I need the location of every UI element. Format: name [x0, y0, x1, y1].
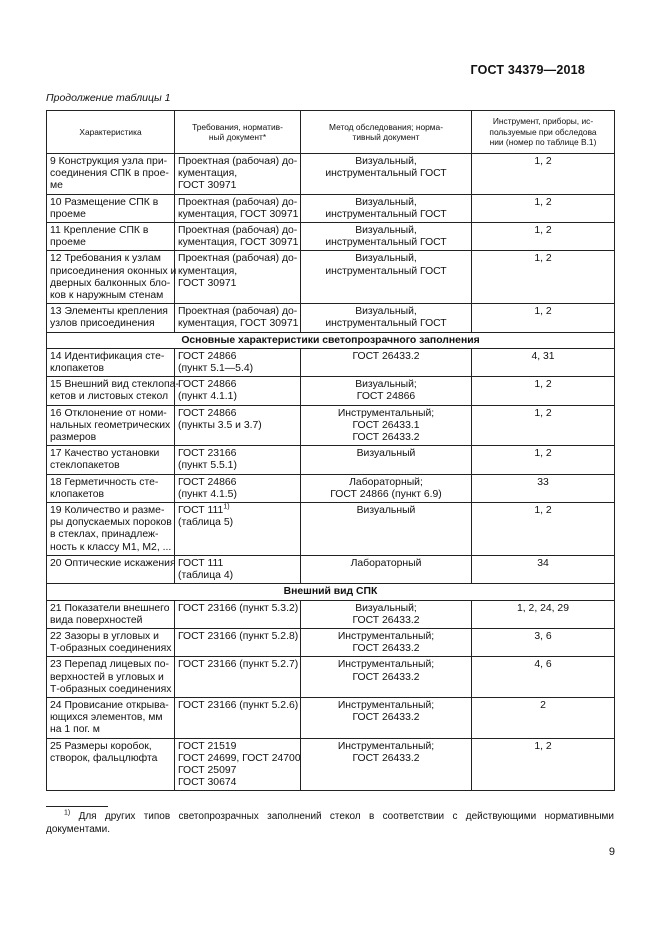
table-row [47, 697, 615, 738]
column-header-4 [472, 111, 615, 154]
requirement-line: ГОСТ 24866 [178, 407, 237, 419]
characteristic-cell [47, 503, 175, 556]
table-row [47, 474, 615, 502]
table-row [47, 405, 615, 446]
characteristic-line: проеме [50, 208, 86, 220]
method-line: ГОСТ 26433.2 [352, 752, 420, 764]
method-cell [301, 154, 472, 195]
requirement-line: Проектная (рабочая) до- [178, 196, 298, 208]
characteristic-cell [47, 348, 175, 376]
table-row [47, 446, 615, 474]
characteristic-line: кетов и листовых стекол [50, 391, 169, 403]
characteristic-cell [47, 628, 175, 656]
tools-cell: 1, 2 [472, 251, 615, 304]
method-line: инструментальный ГОСТ [325, 208, 447, 220]
tools-cell: 1, 2 [472, 503, 615, 556]
requirement-line: ГОСТ 30674 [178, 777, 237, 789]
column-header-line: ный документ* [208, 132, 267, 142]
characteristic-line: 22 Зазоры в угловых и [50, 630, 159, 642]
method-line: Инструментальный; [337, 407, 435, 419]
column-header-line: Метод обследования; норма- [329, 121, 443, 132]
requirement-cell [175, 555, 301, 583]
characteristic-line: 12 Требования к узлам [50, 253, 161, 265]
characteristic-cell [47, 600, 175, 628]
section-row [47, 332, 615, 348]
characteristic-cell [47, 738, 175, 791]
characteristic-line: 19 Количество и разме- [50, 505, 165, 517]
characteristic-line: 25 Размеры коробок, [50, 740, 152, 752]
characteristic-line: размеров [50, 432, 97, 444]
method-cell [301, 628, 472, 656]
requirement-line: ГОСТ 25097 [178, 764, 237, 776]
table-row [47, 251, 615, 304]
table-row [47, 223, 615, 251]
requirement-line: ГОСТ 24866 [178, 350, 237, 362]
tools-cell: 1, 2 [472, 738, 615, 791]
footnote [46, 811, 614, 836]
tools-cell: 1, 2 [472, 304, 615, 332]
characteristic-cell [47, 304, 175, 332]
characteristic-line: в стеклах, принадлеж- [50, 529, 159, 541]
tools-cell: 1, 2, 24, 29 [472, 600, 615, 628]
characteristic-line: створок, фальцлюфта [50, 752, 158, 764]
requirement-line: ГОСТ 23166 (пункт 5.2.7) [178, 659, 299, 671]
table-row [47, 503, 615, 556]
table-row [47, 657, 615, 698]
requirement-line: ГОСТ 24699, ГОСТ 24700 [178, 752, 301, 764]
method-line: ГОСТ 26433.1 [352, 419, 420, 431]
requirement-line [178, 505, 297, 517]
method-cell [301, 446, 472, 474]
requirement-line: ГОСТ 23166 [178, 448, 237, 460]
characteristic-line: клопакетов [50, 488, 105, 500]
method-cell [301, 657, 472, 698]
table-row [47, 154, 615, 195]
requirement-line: кументация, [178, 265, 238, 277]
method-line: Визуальный, [355, 156, 417, 167]
footnote-text: Для других типов светопрозрачных заполнений стекол в соответствии с действующими нормативными документами. [46, 811, 615, 835]
requirement-cell [175, 405, 301, 446]
method-cell [301, 405, 472, 446]
characteristic-cell [47, 194, 175, 222]
method-line: Визуальный, [355, 253, 417, 265]
method-cell [301, 194, 472, 222]
method-line: ГОСТ 26433.2 [352, 643, 420, 655]
requirement-cell [175, 600, 301, 628]
requirement-line: ГОСТ 24866 [178, 476, 237, 488]
requirement-cell [175, 628, 301, 656]
column-header-line: Инструмент, приборы, ис- [492, 116, 594, 127]
method-cell [301, 555, 472, 583]
method-line: ГОСТ 26433.2 [352, 671, 420, 683]
method-line: инструментальный ГОСТ [325, 318, 447, 330]
requirement-line: (пункт 4.1.1) [178, 391, 237, 403]
method-line: Визуальный, [355, 196, 417, 208]
characteristic-line: ков к наружным стенам [50, 290, 164, 302]
column-header-1 [47, 111, 175, 154]
characteristic-cell [47, 474, 175, 502]
footnote-divider [46, 806, 108, 807]
table-caption: Продолжение таблицы 1 [46, 92, 171, 104]
tools-cell: 1, 2 [472, 405, 615, 446]
requirement-line: ГОСТ 23166 (пункт 5.3.2) [178, 602, 299, 614]
section-title: Внешний вид СПК [47, 584, 615, 600]
table-row [47, 600, 615, 628]
requirement-line: (таблица 4) [178, 570, 234, 582]
method-cell [301, 348, 472, 376]
tools-cell: 1, 2 [472, 377, 615, 405]
requirement-cell [175, 738, 301, 791]
method-line: ГОСТ 26433.2 [352, 614, 420, 626]
requirement-line: Проектная (рабочая) до- [178, 156, 298, 167]
column-header-2 [175, 111, 301, 154]
characteristics-table [46, 110, 615, 791]
requirement-line: ГОСТ 30971 [178, 277, 237, 289]
tools-cell: 33 [472, 474, 615, 502]
method-line: Лабораторный [350, 557, 422, 569]
characteristic-line: 23 Перепад лицевых по- [50, 659, 170, 671]
characteristic-line: присоединения оконных и [50, 265, 177, 277]
characteristic-line: 21 Показатели внешнего [50, 602, 170, 614]
requirement-line: ГОСТ 21519 [178, 740, 237, 752]
characteristic-line: клопакетов [50, 363, 105, 375]
requirement-line: кументация, ГОСТ 30971 [178, 237, 299, 249]
section-row [47, 584, 615, 600]
method-cell [301, 738, 472, 791]
characteristic-line: 11 Крепление СПК в [50, 225, 149, 237]
requirement-line: ГОСТ 23166 (пункт 5.2.6) [178, 699, 299, 711]
characteristic-cell [47, 697, 175, 738]
requirement-line: ГОСТ 24866 [178, 379, 237, 391]
requirement-line: (таблица 5) [178, 517, 234, 529]
requirement-text: ГОСТ 111 [178, 505, 224, 517]
method-line: Визуальный; [355, 602, 417, 614]
requirement-line: (пункт 5.1—5.4) [178, 363, 254, 375]
requirement-cell [175, 223, 301, 251]
characteristic-cell [47, 154, 175, 195]
tools-cell: 1, 2 [472, 194, 615, 222]
requirement-line: Проектная (рабочая) до- [178, 253, 298, 265]
method-cell [301, 223, 472, 251]
characteristic-line: ность к классу М1, М2, ... [50, 541, 172, 553]
table-row [47, 377, 615, 405]
method-line: ГОСТ 24866 (пункт 6.9) [330, 488, 442, 500]
method-cell [301, 251, 472, 304]
method-line: Инструментальный; [337, 659, 435, 671]
tools-cell: 2 [472, 697, 615, 738]
table-row [47, 738, 615, 791]
characteristic-line: ющихся элементов, мм [50, 712, 163, 724]
tools-cell: 4, 31 [472, 348, 615, 376]
column-header-line: Требования, норматив- [192, 121, 283, 132]
characteristic-line: 9 Конструкция узла при- [50, 156, 168, 167]
characteristic-line: 20 Оптические искажения [50, 557, 176, 569]
characteristic-line: проеме [50, 237, 86, 249]
requirement-line: (пункт 5.5.1) [178, 460, 237, 472]
requirement-line: кументация, ГОСТ 30971 [178, 318, 299, 330]
characteristic-line: стеклопакетов [50, 460, 120, 472]
column-header-line: Характеристика [79, 126, 142, 137]
requirement-line: ГОСТ 23166 (пункт 5.2.8) [178, 630, 299, 642]
method-line: инструментальный ГОСТ [325, 265, 447, 277]
method-line: Инструментальный; [337, 740, 435, 752]
requirement-line: кументация, [178, 168, 238, 180]
requirement-cell [175, 348, 301, 376]
characteristic-line: ме [50, 180, 63, 192]
column-header-3 [301, 111, 472, 154]
characteristic-line: на 1 пог. м [50, 724, 100, 736]
requirement-cell [175, 194, 301, 222]
table-header-row [47, 111, 615, 154]
requirement-cell [175, 154, 301, 195]
characteristic-line: узлов присоединения [50, 318, 155, 330]
method-line: Визуальный [356, 448, 416, 460]
method-line: ГОСТ 26433.2 [352, 350, 420, 362]
column-header-line: нии (номер по таблице В.1) [489, 137, 597, 148]
requirement-cell [175, 446, 301, 474]
tools-cell: 1, 2 [472, 154, 615, 195]
characteristic-cell [47, 555, 175, 583]
table-row [47, 628, 615, 656]
requirement-cell [175, 657, 301, 698]
method-cell [301, 697, 472, 738]
characteristic-line: 17 Качество установки [50, 448, 160, 460]
column-header-line: тивный документ [352, 132, 420, 142]
characteristic-line: Т-образных соединениях [50, 643, 172, 655]
table-body [47, 154, 615, 791]
method-cell [301, 503, 472, 556]
method-line: инструментальный ГОСТ [325, 168, 447, 180]
method-line: ГОСТ 26433.2 [352, 712, 420, 724]
characteristic-line: 14 Идентификация сте- [50, 350, 165, 362]
requirement-cell [175, 503, 301, 556]
characteristic-line: 24 Провисание открыва- [50, 699, 169, 711]
method-cell [301, 377, 472, 405]
tools-cell: 1, 2 [472, 446, 615, 474]
requirement-line: ГОСТ 30971 [178, 180, 237, 192]
requirement-line: (пункты 3.5 и 3.7) [178, 419, 262, 431]
characteristic-line: 18 Герметичность сте- [50, 476, 159, 488]
method-cell [301, 600, 472, 628]
characteristic-line: 10 Размещение СПК в [50, 196, 159, 208]
requirement-cell [175, 377, 301, 405]
characteristic-cell [47, 657, 175, 698]
characteristic-line: ры допускаемых пороков [50, 517, 172, 529]
tools-cell: 1, 2 [472, 223, 615, 251]
requirement-line: Проектная (рабочая) до- [178, 225, 298, 237]
method-cell [301, 304, 472, 332]
tools-cell: 4, 6 [472, 657, 615, 698]
page-number: 9 [608, 846, 615, 858]
characteristic-line: 16 Отклонение от номи- [50, 407, 167, 419]
characteristic-cell [47, 405, 175, 446]
requirement-cell [175, 474, 301, 502]
tools-cell: 3, 6 [472, 628, 615, 656]
method-line: Визуальный, [355, 306, 417, 318]
table-row [47, 348, 615, 376]
characteristic-line: верхностей в угловых и [50, 671, 164, 683]
characteristic-cell [47, 377, 179, 405]
requirement-cell [175, 304, 301, 332]
requirement-line: Проектная (рабочая) до- [178, 306, 298, 318]
method-line: инструментальный ГОСТ [325, 237, 447, 249]
footnote-ref: 1) [223, 503, 230, 511]
footnote-marker: 1) [64, 809, 71, 817]
table-row [47, 194, 615, 222]
method-cell [301, 474, 472, 502]
requirement-line: ГОСТ 111 [178, 557, 224, 569]
table-row [47, 304, 615, 332]
requirement-cell [175, 697, 301, 738]
characteristic-line: вида поверхностей [50, 614, 143, 626]
method-line: Лабораторный; [349, 476, 423, 488]
characteristic-line: нальных геометрических [50, 419, 171, 431]
method-line: Инструментальный; [337, 699, 435, 711]
characteristic-line: 13 Элементы крепления [50, 306, 168, 318]
characteristic-line: дверных балконных бло- [50, 277, 171, 289]
method-line: Инструментальный; [337, 630, 435, 642]
characteristic-line: Т-образных соединениях [50, 683, 172, 695]
column-header-line: пользуемые при обследова [489, 126, 597, 137]
characteristic-cell [47, 446, 175, 474]
method-line: Визуальный, [355, 225, 417, 237]
characteristic-cell [47, 223, 175, 251]
document-code: ГОСТ 34379—2018 [470, 63, 585, 77]
requirement-line: (пункт 4.1.5) [178, 488, 237, 500]
characteristic-line: 15 Внешний вид стеклопа- [50, 379, 179, 391]
method-line: Визуальный; [355, 379, 417, 391]
requirement-cell [175, 251, 301, 304]
table-row [47, 555, 615, 583]
method-line: ГОСТ 26433.2 [352, 432, 420, 444]
characteristic-line: соединения СПК в прое- [50, 168, 169, 180]
method-line: Визуальный [356, 505, 416, 517]
section-title: Основные характеристики светопрозрачного заполнения [47, 332, 615, 348]
method-line: ГОСТ 24866 [356, 391, 416, 403]
tools-cell: 34 [472, 555, 615, 583]
characteristic-cell [47, 251, 175, 304]
requirement-line: кументация, ГОСТ 30971 [178, 208, 299, 220]
